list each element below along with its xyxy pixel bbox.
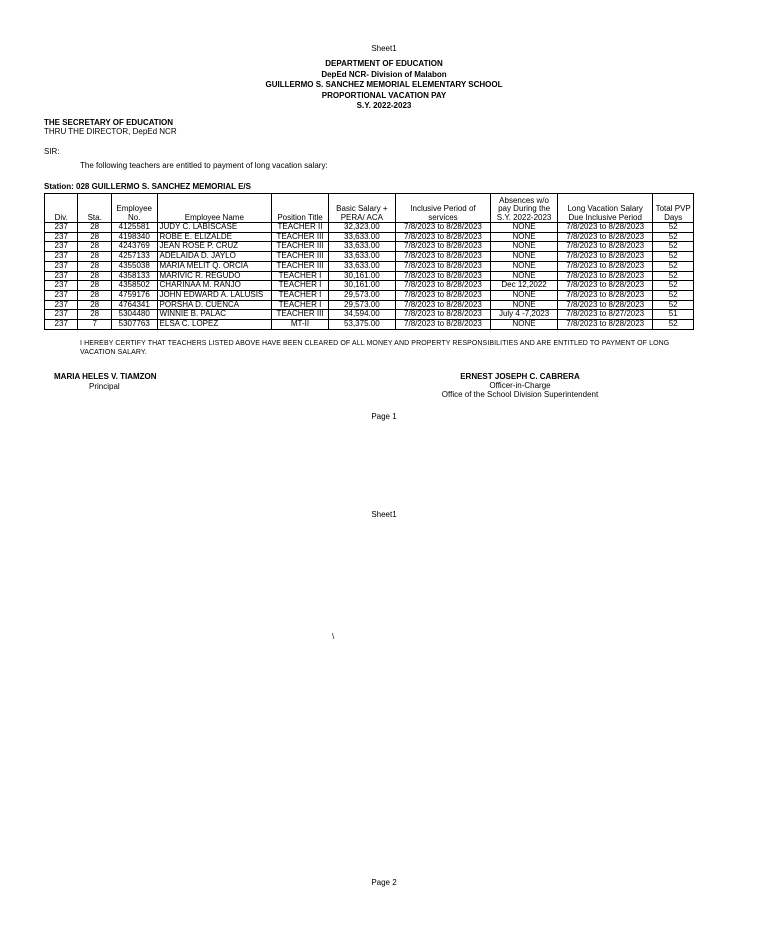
col-header-employee-no: Employee No. [111, 194, 157, 223]
cell-div: 237 [45, 242, 78, 252]
cell-lvs: 7/8/2023 to 8/28/2023 [558, 271, 653, 281]
table-body [45, 223, 694, 330]
cell-period: 7/8/2023 to 8/28/2023 [395, 261, 490, 271]
cell-period: 7/8/2023 to 8/28/2023 [395, 290, 490, 300]
cell-position: TEACHER III [272, 310, 329, 320]
page-footer-1: Page 1 [371, 412, 397, 421]
col-header-lvs: Long Vacation Salary Due Inclusive Period [558, 194, 653, 223]
document-header [0, 59, 768, 112]
cell-lvs: 7/8/2023 to 8/28/2023 [558, 320, 653, 330]
cell-salary: 29,573.00 [328, 290, 395, 300]
cell-lvs: 7/8/2023 to 8/28/2023 [558, 261, 653, 271]
cell-name: MARIVIC R. REGUDO [157, 271, 272, 281]
cell-name: JEAN ROSE P. CRUZ [157, 242, 272, 252]
cell-emp-no: 5304480 [111, 310, 157, 320]
cell-period: 7/8/2023 to 8/28/2023 [395, 223, 490, 233]
table-row [45, 300, 694, 310]
cell-salary: 32,323.00 [328, 223, 395, 233]
signatory-right-role2: Office of the School Division Superintendent [441, 390, 599, 399]
cell-emp-no: 4125581 [111, 223, 157, 233]
cell-pvp: 52 [653, 242, 694, 252]
cell-div: 237 [45, 310, 78, 320]
header-school: GUILLERMO S. SANCHEZ MEMORIAL ELEMENTARY SCHOOL [265, 80, 503, 89]
cell-emp-no: 4358502 [111, 281, 157, 291]
intro-text: The following teachers are entitled to payment of long vacation salary: [80, 161, 328, 170]
cell-salary: 30,161.00 [328, 281, 395, 291]
cell-div: 237 [45, 300, 78, 310]
cell-period: 7/8/2023 to 8/28/2023 [395, 252, 490, 262]
cell-div: 237 [45, 223, 78, 233]
page-footer-2: Page 2 [371, 878, 397, 887]
cell-div: 237 [45, 232, 78, 242]
cell-div: 237 [45, 281, 78, 291]
cell-lvs: 7/8/2023 to 8/27/2023 [558, 310, 653, 320]
signatory-right-name: ERNEST JOSEPH C. CABRERA [460, 372, 580, 381]
cell-period: 7/8/2023 to 8/28/2023 [395, 300, 490, 310]
cell-absences: NONE [491, 271, 558, 281]
cell-name: ELSA C. LOPEZ [157, 320, 272, 330]
cell-lvs: 7/8/2023 to 8/28/2023 [558, 242, 653, 252]
cell-name: ADELAIDA D. JAYLO [157, 252, 272, 262]
cell-period: 7/8/2023 to 8/28/2023 [395, 320, 490, 330]
cell-position: TEACHER I [272, 281, 329, 291]
table-row [45, 320, 694, 330]
cell-period: 7/8/2023 to 8/28/2023 [395, 232, 490, 242]
table-row [45, 281, 694, 291]
cell-salary: 33,633.00 [328, 252, 395, 262]
cell-name: WINNIE B. PALAC [157, 310, 272, 320]
cell-emp-no: 4198340 [111, 232, 157, 242]
cell-name: JUDY C. LABISCASE [157, 223, 272, 233]
cell-position: TEACHER I [272, 300, 329, 310]
cell-salary: 30,161.00 [328, 271, 395, 281]
col-header-sta: Sta. [78, 194, 111, 223]
cell-pvp: 51 [653, 310, 694, 320]
cell-position: TEACHER III [272, 261, 329, 271]
cell-name: MARIA MELIT Q. ORCIA [157, 261, 272, 271]
col-header-pvp-days: Total PVP Days [653, 194, 694, 223]
header-school-year: S.Y. 2022-2023 [356, 101, 412, 110]
cell-emp-no: 4358133 [111, 271, 157, 281]
cell-position: TEACHER II [272, 223, 329, 233]
cell-position: TEACHER III [272, 232, 329, 242]
cell-sta: 7 [78, 320, 111, 330]
signatory-right-role1: Officer-in-Charge [489, 381, 551, 390]
cell-pvp: 52 [653, 232, 694, 242]
addressee-title: THE SECRETARY OF EDUCATION [44, 118, 174, 127]
cell-sta: 28 [78, 242, 111, 252]
table-row [45, 310, 694, 320]
salutation: SIR: [44, 147, 60, 156]
cell-salary: 33,633.00 [328, 232, 395, 242]
signatory-left-role: Principal [89, 382, 120, 391]
signatory-right-block [410, 372, 630, 399]
header-department: DEPARTMENT OF EDUCATION [325, 59, 443, 68]
cell-name: JOHN EDWARD A. LALUSIS [157, 290, 272, 300]
cell-period: 7/8/2023 to 8/28/2023 [395, 310, 490, 320]
col-header-employee-name: Employee Name [157, 194, 272, 223]
cell-emp-no: 4257133 [111, 252, 157, 262]
table-header-row [45, 194, 694, 223]
cell-name: CHARINAA M. RANJO [157, 281, 272, 291]
cell-absences: NONE [491, 232, 558, 242]
cell-lvs: 7/8/2023 to 8/28/2023 [558, 223, 653, 233]
cell-sta: 28 [78, 261, 111, 271]
header-title: PROPORTIONAL VACATION PAY [321, 90, 447, 100]
stray-mark: \ [332, 632, 335, 641]
cell-sta: 28 [78, 232, 111, 242]
signatory-left-name: MARIA HELES V. TIAMZON [54, 372, 157, 381]
cell-sta: 28 [78, 290, 111, 300]
cell-period: 7/8/2023 to 8/28/2023 [395, 242, 490, 252]
cell-emp-no: 4764341 [111, 300, 157, 310]
cell-emp-no: 4759176 [111, 290, 157, 300]
table-row [45, 232, 694, 242]
cell-position: TEACHER III [272, 242, 329, 252]
cell-pvp: 52 [653, 320, 694, 330]
cell-position: TEACHER I [272, 290, 329, 300]
col-header-position: Position Title [272, 194, 329, 223]
pvp-table [44, 193, 694, 330]
col-header-salary: Basic Salary + PERA/ ACA [328, 194, 395, 223]
cell-div: 237 [45, 290, 78, 300]
sheet-label-page2: Sheet1 [371, 510, 397, 519]
cell-pvp: 52 [653, 252, 694, 262]
cell-div: 237 [45, 320, 78, 330]
cell-absences: NONE [491, 252, 558, 262]
cell-pvp: 52 [653, 281, 694, 291]
certification-text: I HEREBY CERTIFY THAT TEACHERS LISTED ABOVE HAVE BEEN CLEARED OF ALL MONEY AND PROPERTY RESPONSIBILITIES AND ARE ENTITLED TO PAYMENT OF LONG VACATION SALARY. [80, 340, 670, 356]
cell-pvp: 52 [653, 261, 694, 271]
addressee-thru: THRU THE DIRECTOR, DepEd NCR [44, 127, 177, 136]
cell-absences: NONE [491, 290, 558, 300]
col-header-period: Inclusive Period of services [395, 194, 490, 223]
cell-absences: NONE [491, 320, 558, 330]
cell-lvs: 7/8/2023 to 8/28/2023 [558, 232, 653, 242]
cell-period: 7/8/2023 to 8/28/2023 [395, 281, 490, 291]
table-row [45, 271, 694, 281]
table-row [45, 252, 694, 262]
cell-pvp: 52 [653, 271, 694, 281]
table-row [45, 290, 694, 300]
table-row [45, 223, 694, 233]
cell-lvs: 7/8/2023 to 8/28/2023 [558, 300, 653, 310]
cell-absences: NONE [491, 300, 558, 310]
cell-emp-no: 5307763 [111, 320, 157, 330]
sheet-label-page1: Sheet1 [371, 44, 397, 53]
cell-name: ROBE E. ELIZALDE [157, 232, 272, 242]
cell-pvp: 52 [653, 290, 694, 300]
addressee-block [44, 118, 177, 136]
cell-position: MT-II [272, 320, 329, 330]
cell-salary: 34,594.00 [328, 310, 395, 320]
table-row [45, 242, 694, 252]
cell-div: 237 [45, 261, 78, 271]
cell-pvp: 52 [653, 223, 694, 233]
cell-lvs: 7/8/2023 to 8/28/2023 [558, 290, 653, 300]
cell-absences: NONE [491, 242, 558, 252]
station-label: Station: 028 GUILLERMO S. SANCHEZ MEMORIAL E/S [44, 182, 251, 191]
cell-sta: 28 [78, 310, 111, 320]
cell-lvs: 7/8/2023 to 8/28/2023 [558, 281, 653, 291]
cell-name: PORSHA D. CUENCA [157, 300, 272, 310]
cell-sta: 28 [78, 300, 111, 310]
table-row [45, 261, 694, 271]
cell-lvs: 7/8/2023 to 8/28/2023 [558, 252, 653, 262]
cell-salary: 33,633.00 [328, 242, 395, 252]
cell-emp-no: 4243769 [111, 242, 157, 252]
cell-absences: Dec 12,2022 [491, 281, 558, 291]
col-header-div: Div. [45, 194, 78, 223]
cell-salary: 29,573.00 [328, 300, 395, 310]
cell-salary: 53,375.00 [328, 320, 395, 330]
cell-period: 7/8/2023 to 8/28/2023 [395, 271, 490, 281]
cell-sta: 28 [78, 252, 111, 262]
cell-emp-no: 4355038 [111, 261, 157, 271]
cell-position: TEACHER III [272, 252, 329, 262]
cell-absences: NONE [491, 261, 558, 271]
cell-sta: 28 [78, 281, 111, 291]
header-division: DepEd NCR- Division of Malabon [321, 69, 447, 79]
cell-absences: NONE [491, 223, 558, 233]
cell-div: 237 [45, 252, 78, 262]
cell-sta: 28 [78, 223, 111, 233]
col-header-absences: Absences w/o pay During the S.Y. 2022-2023 [491, 194, 558, 223]
cell-pvp: 52 [653, 300, 694, 310]
cell-absences: July 4 -7,2023 [491, 310, 558, 320]
cell-position: TEACHER I [272, 271, 329, 281]
cell-sta: 28 [78, 271, 111, 281]
cell-salary: 33,633.00 [328, 261, 395, 271]
cell-div: 237 [45, 271, 78, 281]
